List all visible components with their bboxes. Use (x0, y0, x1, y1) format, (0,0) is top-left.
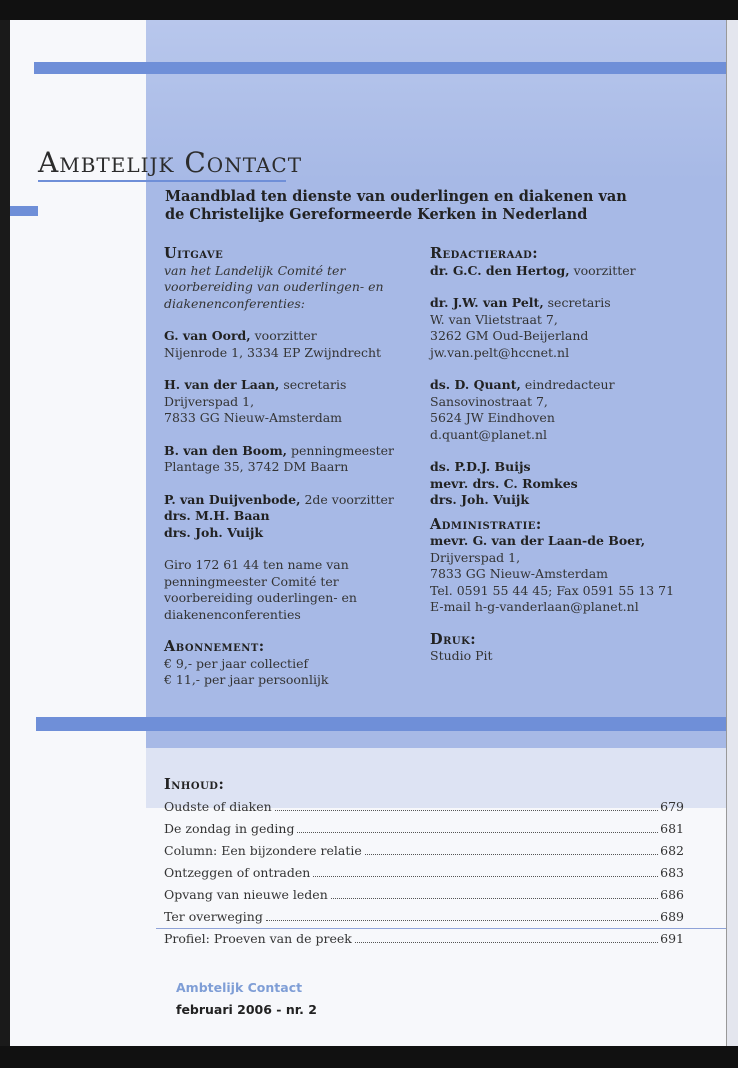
scan-border-bottom (0, 1046, 738, 1068)
vanoord-entry (164, 328, 414, 345)
toc-page: 681 (660, 821, 684, 836)
vandenboom-entry (164, 443, 414, 460)
vanoord-address: Nijenrode 1, 3334 EP Zwijndrecht (164, 344, 382, 360)
toc-leader (266, 920, 658, 921)
toc-page: 689 (660, 909, 684, 924)
middle-accent-bar (36, 717, 726, 731)
toc-page: 691 (660, 931, 684, 946)
subtitle: Maandblad ten dienste van ouderlingen en diakenen van de Christelijke Gereformeerde Kerken in Nederland (165, 188, 627, 223)
giro-line-4: diakenenconferenties (164, 606, 301, 622)
vanderlaan-name: H. van der Laan, (164, 377, 280, 392)
vandenboom-address: Plantage 35, 3742 DM Baarn (164, 459, 349, 474)
toc-title: Oudste of diaken (164, 799, 272, 814)
redactie-vuijk-name: drs. Joh. Vuijk (430, 492, 530, 507)
uitgave-intro: van het Landelijk Comité ter voorbereiding van ouderlingen- en diakenenconferenties: (164, 262, 384, 311)
footer-issue: februari 2006 - nr. 2 (176, 1002, 317, 1017)
vuijk-name: drs. Joh. Vuijk (164, 524, 264, 540)
vanpelt-email: jw.van.pelt@hccnet.nl (430, 344, 570, 360)
abonnement-collectief: € 9,- per jaar collectief (164, 655, 309, 671)
vanoord-role: voorzitter (250, 328, 317, 343)
romkes-name: mevr. drs. C. Romkes (430, 475, 578, 491)
table-of-contents (164, 776, 684, 953)
administratie-address-1: Drijverspad 1, (430, 549, 521, 565)
giro-line-2: penningmeester Comité ter (164, 573, 339, 589)
toc-row[interactable] (164, 821, 684, 843)
vanderlaan-address-1: Drijverspad 1, (164, 393, 255, 409)
administratie-name: mevr. G. van der Laan-de Boer, (430, 533, 646, 548)
toc-leader (297, 832, 658, 833)
toc-leader (365, 854, 658, 855)
vanpelt-address-1: W. van Vlietstraat 7, (430, 311, 558, 327)
masthead: Ambtelijk Contact (38, 146, 303, 179)
vanpelt-entry (430, 295, 720, 312)
toc-title: Profiel: Proeven van de preek (164, 931, 352, 946)
redactie-column (430, 246, 720, 665)
toc-row[interactable] (164, 799, 684, 821)
administratie-heading: Administratie: (430, 515, 542, 533)
buijs-name: ds. P.D.J. Buijs (430, 459, 531, 474)
quant-email: d.quant@planet.nl (430, 426, 547, 442)
giro-line-1: Giro 172 61 44 ten name van (164, 557, 349, 572)
toc-title: Ontzeggen of ontraden (164, 865, 311, 880)
vanduijvenbode-entry (164, 492, 414, 509)
vanderlaan-address-2: 7833 GG Nieuw-Amsterdam (164, 410, 343, 425)
quant-address-1: Sansovinostraat 7, (430, 393, 548, 409)
vanpelt-address-2: 3262 GM Oud-Beijerland (430, 328, 589, 343)
toc-page: 683 (660, 865, 684, 880)
toc-page: 682 (660, 843, 684, 858)
administratie-phone: Tel. 0591 55 44 45; Fax 0591 55 13 71 (430, 582, 675, 598)
toc-title: Column: Een bijzondere relatie (164, 843, 362, 858)
toc-leader (355, 942, 658, 943)
page (10, 20, 738, 1046)
administratie-address-2: 7833 GG Nieuw-Amsterdam (430, 566, 609, 581)
toc-title: Opvang van nieuwe leden (164, 887, 328, 902)
druk-name: Studio Pit (430, 648, 493, 663)
administratie-email: E-mail h-g-vanderlaan@planet.nl (430, 599, 639, 614)
quant-role: eindredacteur (520, 377, 615, 392)
redactieraad-heading: Redactieraad: (430, 245, 539, 262)
abonnement-heading: Abonnement: (164, 638, 265, 655)
denhertog-name: dr. G.C. den Hertog, (430, 262, 570, 278)
toc-row[interactable] (164, 931, 684, 953)
vanpelt-role: secretaris (543, 295, 611, 310)
giro-line-3: voorbereiding ouderlingen- en (164, 590, 357, 605)
vanduijvenbode-role: 2de voorzitter (300, 491, 394, 507)
vanderlaan-role: secretaris (279, 377, 347, 392)
inhoud-heading: Inhoud: (164, 776, 225, 793)
toc-row[interactable] (164, 865, 684, 887)
baan-name: drs. M.H. Baan (164, 508, 270, 523)
vandenboom-name: B. van den Boom, (164, 442, 288, 458)
vanderlaan-entry (164, 377, 414, 394)
toc-row[interactable] (164, 887, 684, 909)
vandenboom-role: penningmeester (287, 442, 395, 458)
druk-heading: Druk: (430, 630, 477, 648)
toc-row[interactable] (164, 843, 684, 865)
toc-title: De zondag in geding (164, 821, 295, 836)
footer-title: Ambtelijk Contact (176, 980, 303, 995)
denhertog-entry (430, 263, 720, 280)
abonnement-persoonlijk: € 11,- per jaar persoonlijk (164, 672, 329, 687)
quant-address-2: 5624 JW Eindhoven (430, 410, 555, 425)
vanpelt-name: dr. J.W. van Pelt, (430, 295, 544, 310)
toc-row[interactable] (164, 909, 684, 931)
masthead-underline (38, 180, 286, 182)
vanoord-name: G. van Oord, (164, 328, 251, 343)
toc-title: Ter overweging (164, 909, 263, 924)
toc-page: 686 (660, 887, 684, 902)
uitgave-heading: Uitgave (164, 245, 224, 262)
toc-page: 679 (660, 799, 684, 814)
denhertog-role: voorzitter (569, 262, 636, 278)
uitgave-column (164, 246, 414, 689)
scan-border-top (0, 0, 738, 20)
toc-leader (331, 898, 658, 899)
scan-border-left (0, 20, 10, 1046)
vanduijvenbode-name: P. van Duijvenbode, (164, 491, 301, 507)
toc-leader (275, 810, 658, 811)
page-fold-edge (726, 20, 738, 1046)
top-accent-bar (34, 62, 726, 74)
toc-leader (313, 876, 658, 877)
left-accent-tab (10, 206, 38, 216)
quant-entry (430, 377, 720, 394)
quant-name: ds. D. Quant, (430, 377, 521, 392)
